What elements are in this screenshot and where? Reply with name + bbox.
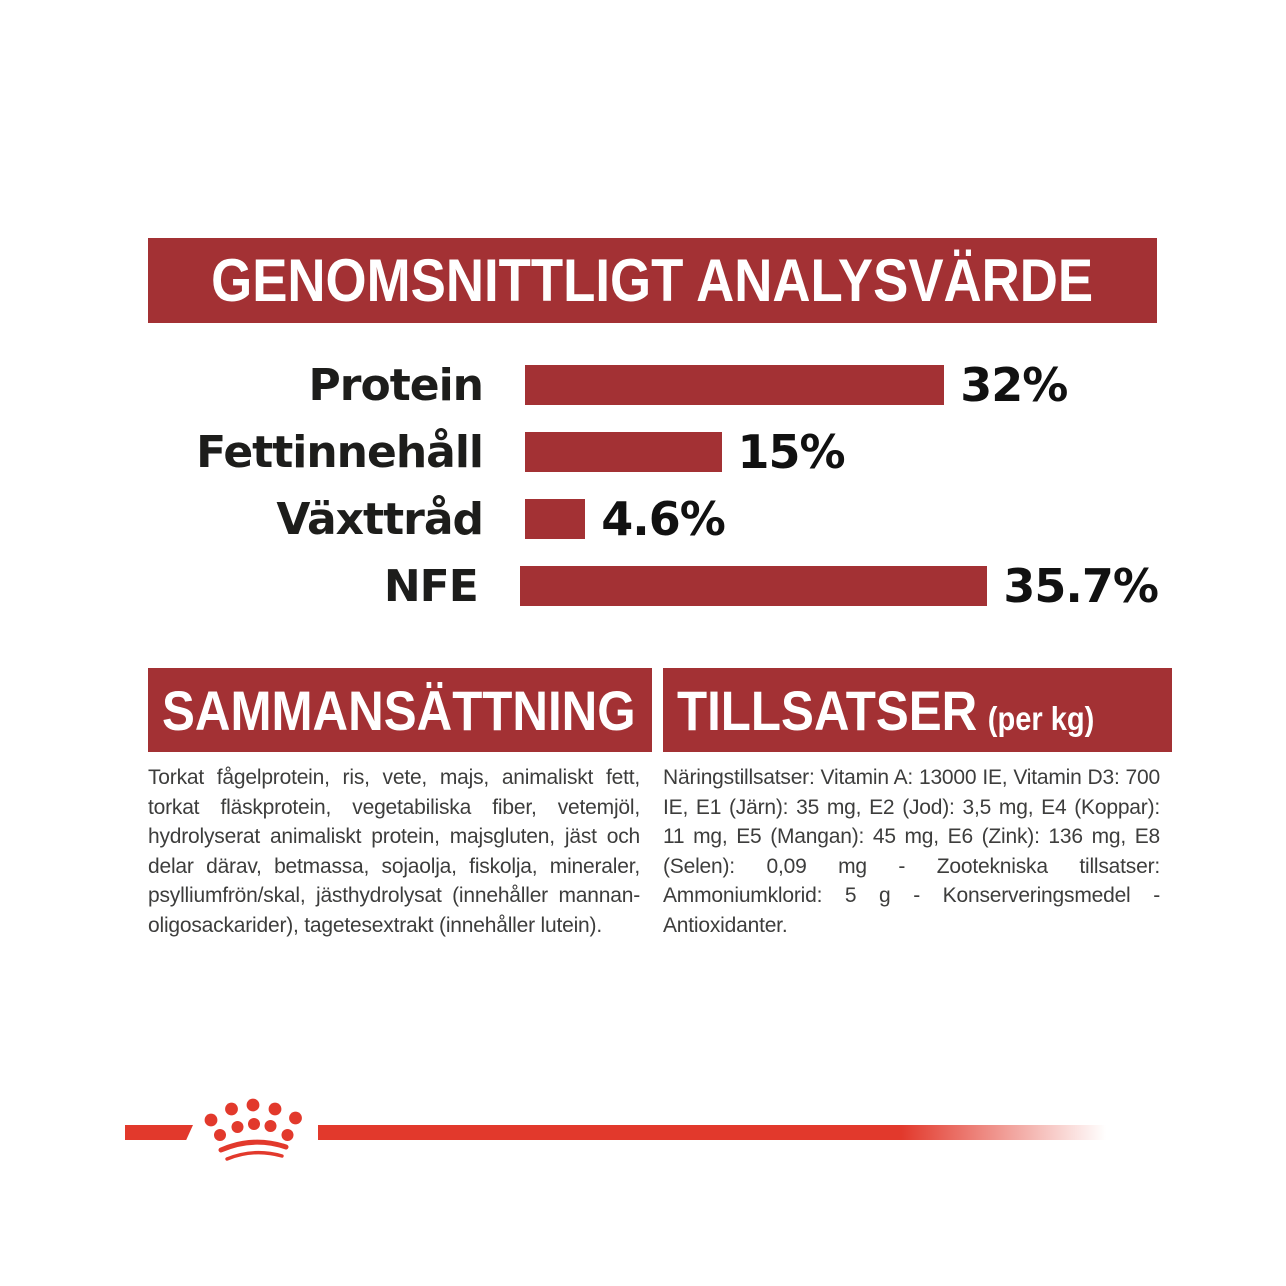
chart-bar: [525, 365, 944, 405]
additives-header-suffix: (per kg): [987, 699, 1095, 737]
chart-bar: [525, 499, 585, 539]
chart-category-label: NFE: [383, 560, 478, 612]
composition-header-title: SAMMANSÄTTNING: [162, 678, 636, 742]
footer-rule-left: [125, 1125, 193, 1140]
analysis-header-title: GENOMSNITTLIGT ANALYSVÄRDE: [211, 247, 1094, 314]
footer-rule-right: [318, 1125, 1106, 1140]
composition-body-text: Torkat fågelprotein, ris, vete, majs, animaliskt fett, torkat fläskprotein, vegetabiliska fiber, vetemjöl, hydrolyserat animaliskt protein, majsgluten, jäst och delar därav, betmassa, sojaolja, fiskolja, mineraler, psylliumfrön/skal, jästhydrolysat (innehåller mannan-oligosackarider), tagetesextrakt (innehåller lutein).: [148, 766, 640, 937]
additives-header-title: TILLSATSER: [677, 678, 978, 742]
analysis-bar-chart: [148, 358, 1158, 633]
chart-value-label: 15%: [737, 425, 845, 479]
royal-canin-crown-icon: [199, 1096, 305, 1164]
chart-value-label: 4.6%: [601, 492, 725, 546]
chart-category-label: Protein: [308, 359, 483, 411]
chart-category-label: Fettinnehåll: [196, 426, 483, 478]
chart-row: [148, 425, 1158, 479]
chart-bar: [520, 566, 988, 606]
chart-row: [148, 492, 1158, 546]
chart-value-label: 35.7%: [1003, 559, 1158, 613]
chart-row: [148, 559, 1158, 613]
chart-row: [148, 358, 1158, 412]
additives-body-text: Näringstillsatser: Vitamin A: 13000 IE, Vitamin D3: 700 IE, E1 (Järn): 35 mg, E2 (Jod): 3,5 mg, E4 (Koppar): 11 mg, E5 (Mangan): 45 mg, E6 (Zink): 136 mg, E8 (Selen): 0,09 mg - Zootekniska tillsatser: Ammoniumklorid: 5 g - Konserveringsmedel - Antioxidanter.: [663, 766, 1160, 937]
chart-value-label: 32%: [960, 358, 1068, 412]
chart-category-label: Växttråd: [276, 493, 483, 545]
composition-header-banner: [148, 668, 652, 752]
chart-bar: [525, 432, 722, 472]
additives-header-banner: [663, 668, 1172, 752]
analysis-header-banner: [148, 238, 1157, 323]
